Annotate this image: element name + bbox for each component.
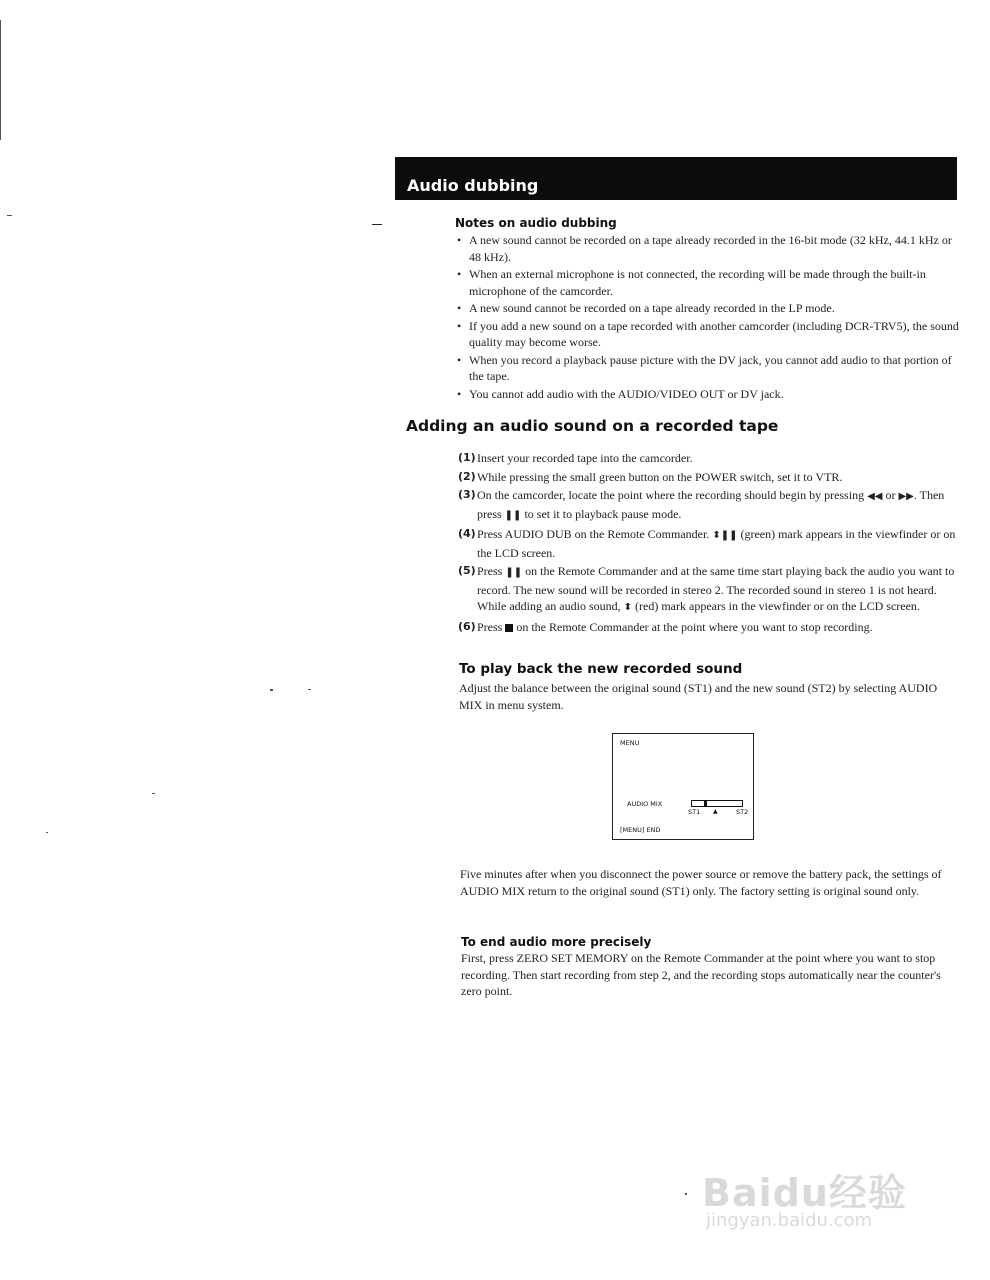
step-text: Insert your recorded tape into the camcorder. (477, 451, 693, 465)
steps-list (458, 450, 958, 637)
header-band (395, 157, 957, 200)
step-text: on the Remote Commander at the point where you want to stop recording. (516, 619, 873, 634)
step-text: . Then press (477, 488, 945, 521)
audio-dub-pause-icon: ⬍❚❚ (712, 530, 738, 541)
step-item (458, 450, 958, 467)
note-item: • If you add a new sound on a tape recorded with another camcorder (including DCR-TRV5), the sound quality may become worse. (455, 318, 960, 351)
step-text: to set it to playback pause mode. (524, 506, 682, 521)
watermark-brand: Baidu经验 (702, 1171, 907, 1215)
menu-end-label: [MENU] END (620, 826, 661, 834)
playback-text: Adjust the balance between the original sound (ST1) and the new sound (ST2) by selecting AUDIO MIX in menu system. (459, 681, 938, 712)
step-text: (green) mark appears in the viewfinder or on the LCD screen. (477, 527, 956, 560)
pause-icon: ❚❚ (504, 509, 522, 521)
st2-label: ST2 (736, 808, 749, 816)
playback-heading: To play back the new recorded sound (459, 661, 743, 677)
scan-speck (308, 689, 311, 690)
audio-mix-slider (691, 800, 743, 807)
step-number: (5) (458, 564, 476, 577)
st1-label: ST1 (688, 808, 701, 816)
pause-icon: ❚❚ (505, 567, 523, 578)
step-text: Press (477, 564, 503, 578)
step-number: (6) (458, 619, 476, 633)
step-item (458, 526, 958, 561)
section-title: Adding an audio sound on a recorded tape (406, 417, 779, 435)
audio-dub-icon: ⬍ (623, 602, 633, 613)
scan-speck (7, 215, 12, 216)
step-text: Press (477, 619, 503, 634)
stop-icon (505, 624, 513, 632)
scan-speck (270, 689, 273, 691)
watermark-url: jingyan.baidu.com (706, 1210, 873, 1231)
step-text: (red) mark appears in the viewfinder or on the LCD screen. (635, 599, 920, 613)
fast-forward-icon: ▶▶ (898, 491, 914, 502)
step-item (458, 469, 958, 486)
note-item: • A new sound cannot be recorded on a tape already recorded in the LP mode. (455, 300, 960, 317)
step-number: (3) (458, 488, 476, 501)
audio-mix-slider-knob (704, 801, 707, 806)
note-item: • A new sound cannot be recorded on a tape already recorded in the 16-bit mode (32 kHz, 44.1 kHz or 48 kHz). (455, 232, 960, 265)
scan-speck (685, 1193, 687, 1195)
note-item: • You cannot add audio with the AUDIO/VIDEO OUT or DV jack. (455, 386, 960, 403)
step-item (458, 619, 958, 636)
notes-heading: Notes on audio dubbing (455, 216, 617, 230)
rewind-icon: ◀◀ (867, 491, 883, 502)
scan-edge-mark (0, 20, 1, 140)
scan-speck (372, 224, 382, 225)
step-text: While pressing the small green button on the POWER switch, set it to VTR. (477, 469, 843, 484)
step-text: or (885, 488, 896, 502)
step-text: Press AUDIO DUB on the Remote Commander. (477, 527, 710, 541)
notes-list (455, 232, 960, 403)
audio-mix-label: AUDIO MIX (627, 800, 663, 808)
reset-note: Five minutes after when you disconnect the power source or remove the battery pack, the settings of AUDIO MIX return to the original sound (ST1) only. The factory setting is original sound only. (460, 867, 942, 898)
arrow-up-icon: ▲ (713, 808, 718, 815)
step-number: (2) (458, 469, 476, 483)
step-number: (1) (458, 451, 476, 464)
scan-speck (152, 793, 155, 794)
step-item (458, 487, 958, 524)
menu-title: MENU (620, 739, 640, 747)
note-item: • When you record a playback pause picture with the DV jack, you cannot add audio to that portion of the tape. (455, 352, 960, 385)
step-text: on the Remote Commander and at the same time start playing back the audio you want to record. The new sound will be recorded in stereo 2. The recorded sound in stereo 1 is not heard. While adding an audio sound, (477, 564, 955, 613)
precise-heading: To end audio more precisely (461, 935, 652, 949)
step-item (458, 563, 958, 617)
menu-screen (612, 733, 754, 840)
note-item: • When an external microphone is not connected, the recording will be made through the built-in microphone of the camcorder. (455, 266, 960, 299)
scan-speck (46, 832, 48, 833)
precise-text: First, press ZERO SET MEMORY on the Remote Commander at the point where you want to stop recording. Then start recording from step 2, and the recording stops automatically near the counter's zero point. (461, 951, 941, 998)
step-text: On the camcorder, locate the point where the recording should begin by pressing (477, 488, 865, 502)
page-title: Audio dubbing (407, 176, 539, 195)
step-number: (4) (458, 527, 476, 540)
